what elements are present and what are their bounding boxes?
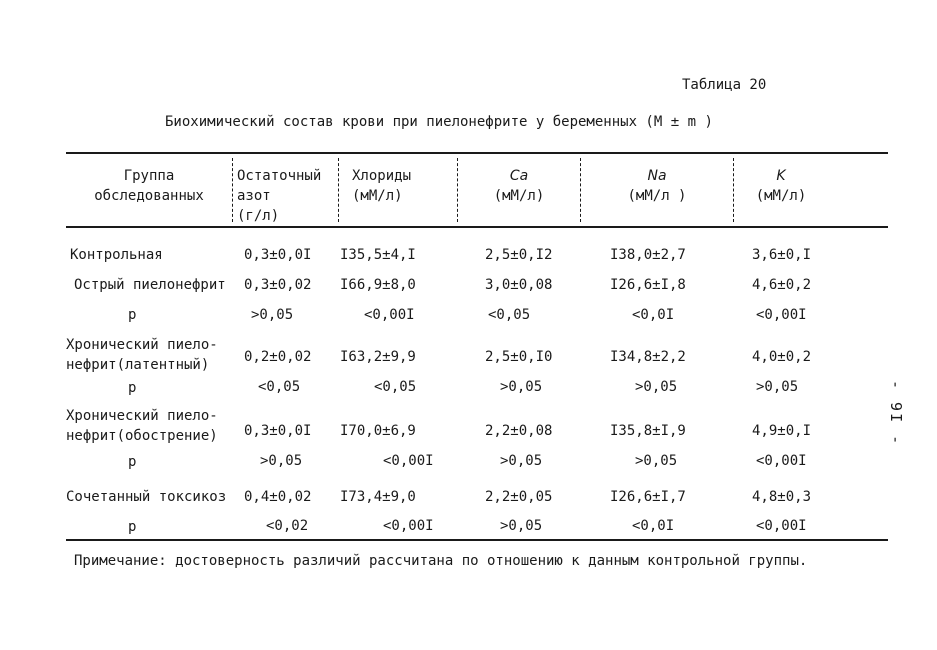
column-separator bbox=[232, 158, 233, 222]
column-separator bbox=[338, 158, 339, 222]
cell-nitrogen: <0,05 bbox=[258, 379, 301, 395]
cell-sodium: <0,0I bbox=[632, 307, 675, 323]
column-separator bbox=[733, 158, 734, 222]
cell-chlorides: <0,00I bbox=[383, 518, 434, 534]
column-separator bbox=[580, 158, 581, 222]
cell-chlorides: I70,0±6,9 bbox=[340, 423, 416, 439]
header-group: Группа обследованных bbox=[94, 168, 204, 204]
cell-nitrogen: 0,2±0,02 bbox=[244, 349, 312, 365]
cell-nitrogen: 0,3±0,0I bbox=[244, 247, 312, 263]
row-label-p: p bbox=[128, 519, 137, 535]
cell-calcium: 2,5±0,I2 bbox=[485, 247, 553, 263]
cell-calcium: >0,05 bbox=[500, 518, 543, 534]
row-label: Контрольная bbox=[70, 247, 163, 263]
cell-potassium: >0,05 bbox=[756, 379, 799, 395]
row-label: Сочетанный токсикоз bbox=[66, 489, 227, 505]
cell-calcium: >0,05 bbox=[500, 453, 543, 469]
cell-potassium: 4,6±0,2 bbox=[752, 277, 812, 293]
cell-potassium: <0,00I bbox=[756, 453, 807, 469]
row-label: нефрит(латентный) bbox=[66, 357, 210, 373]
row-label: Острый пиелонефрит bbox=[74, 277, 226, 293]
cell-nitrogen: 0,3±0,0I bbox=[244, 423, 312, 439]
cell-sodium: <0,0I bbox=[632, 518, 675, 534]
cell-sodium: I38,0±2,7 bbox=[610, 247, 686, 263]
cell-chlorides: I66,9±8,0 bbox=[340, 277, 416, 293]
header-nitrogen: Остаточный азот (г/л) bbox=[237, 168, 322, 224]
cell-calcium: 3,0±0,08 bbox=[485, 277, 553, 293]
header-bottom-rule bbox=[66, 226, 888, 228]
cell-nitrogen: 0,3±0,02 bbox=[244, 277, 312, 293]
cell-calcium: <0,05 bbox=[488, 307, 531, 323]
header-chlorides: Хлориды (мМ/л) bbox=[352, 168, 412, 204]
cell-sodium: >0,05 bbox=[635, 453, 678, 469]
page-number: - 9I - bbox=[887, 380, 905, 447]
header-sodium: Na (мМ/л ) bbox=[627, 168, 687, 204]
cell-potassium: 4,9±0,I bbox=[752, 423, 812, 439]
cell-potassium: 4,0±0,2 bbox=[752, 349, 812, 365]
column-separator bbox=[457, 158, 458, 222]
cell-chlorides: I35,5±4,I bbox=[340, 247, 416, 263]
cell-chlorides: <0,00I bbox=[383, 453, 434, 469]
table-footnote: Примечание: достоверность различий рассчитана по отношению к данным контрольной группы. bbox=[74, 553, 808, 569]
cell-nitrogen: 0,4±0,02 bbox=[244, 489, 312, 505]
cell-nitrogen: <0,02 bbox=[266, 518, 309, 534]
cell-sodium: I26,6±I,8 bbox=[610, 277, 686, 293]
cell-calcium: 2,2±0,08 bbox=[485, 423, 553, 439]
cell-calcium: 2,5±0,I0 bbox=[485, 349, 553, 365]
cell-calcium: >0,05 bbox=[500, 379, 543, 395]
row-label: Хронический пиело- bbox=[66, 337, 218, 353]
cell-potassium: 4,8±0,3 bbox=[752, 489, 812, 505]
cell-nitrogen: >0,05 bbox=[251, 307, 294, 323]
cell-potassium: 3,6±0,I bbox=[752, 247, 812, 263]
table-title: Биохимический состав крови при пиелонефрите у беременных (М ± m ) bbox=[165, 114, 713, 130]
cell-sodium: >0,05 bbox=[635, 379, 678, 395]
cell-chlorides: <0,00I bbox=[364, 307, 415, 323]
header-calcium: Ca (мМ/л) bbox=[493, 168, 545, 204]
cell-potassium: <0,00I bbox=[756, 518, 807, 534]
row-label-p: p bbox=[128, 380, 137, 396]
top-rule bbox=[66, 152, 888, 154]
row-label: Хронический пиело- bbox=[66, 408, 218, 424]
row-label-p: p bbox=[128, 307, 137, 323]
cell-potassium: <0,00I bbox=[756, 307, 807, 323]
cell-chlorides: I63,2±9,9 bbox=[340, 349, 416, 365]
table-number-label: Таблица 20 bbox=[682, 77, 767, 93]
header-potassium: K (мМ/л) bbox=[755, 168, 807, 204]
bottom-rule bbox=[66, 539, 888, 541]
cell-calcium: 2,2±0,05 bbox=[485, 489, 553, 505]
cell-sodium: I35,8±I,9 bbox=[610, 423, 686, 439]
row-label: нефрит(обострение) bbox=[66, 428, 218, 444]
cell-chlorides: I73,4±9,0 bbox=[340, 489, 416, 505]
cell-chlorides: <0,05 bbox=[374, 379, 417, 395]
cell-nitrogen: >0,05 bbox=[260, 453, 303, 469]
cell-sodium: I34,8±2,2 bbox=[610, 349, 686, 365]
row-label-p: p bbox=[128, 454, 137, 470]
cell-sodium: I26,6±I,7 bbox=[610, 489, 686, 505]
